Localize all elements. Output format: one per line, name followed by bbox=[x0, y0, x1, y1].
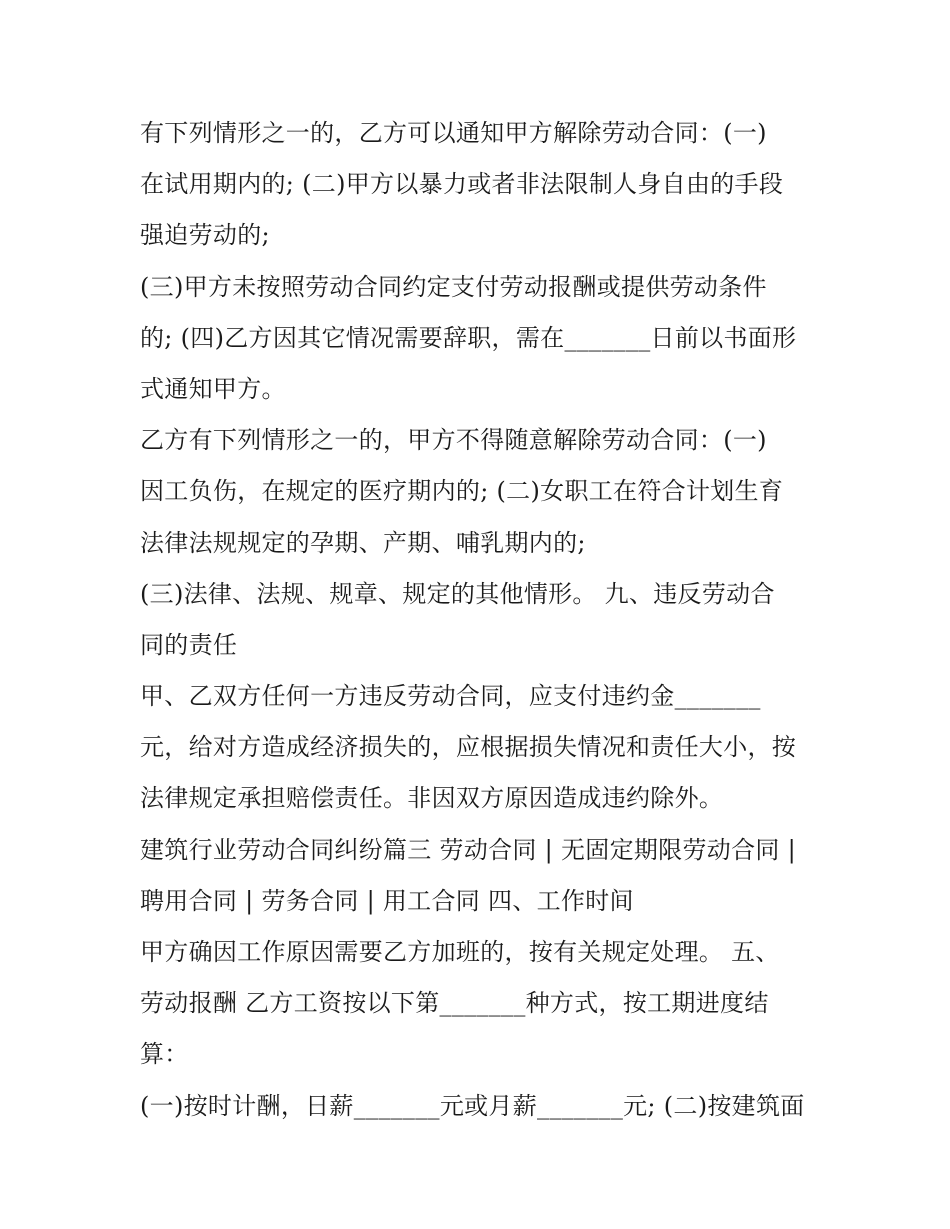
text-line: 在试用期内的; (二)甲方以暴力或者非法限制人身自由的手段 bbox=[140, 170, 784, 199]
text-line: 劳动报酬 乙方工资按以下第_______种方式，按工期进度结 bbox=[140, 989, 769, 1018]
text-line: 同的责任 bbox=[140, 630, 238, 659]
text-line: 法律规定承担赔偿责任。非因双方原因造成违约除外。 bbox=[140, 784, 724, 813]
text-line: 算： bbox=[140, 1040, 189, 1069]
text-line: 的; (四)乙方因其它情况需要辞职，需在_______日前以书面形 bbox=[140, 323, 797, 352]
text-line: (三)甲方未按照劳动合同约定支付劳动报酬或提供劳动条件 bbox=[140, 272, 767, 301]
text-line: 聘用合同 | 劳务合同 | 用工合同 四、工作时间 bbox=[140, 886, 634, 915]
text-line: 式通知甲方。 bbox=[140, 374, 286, 403]
text-line: 法律法规规定的孕期、产期、哺乳期内的; bbox=[140, 528, 586, 557]
text-line: 建筑行业劳动合同纠纷篇三 劳动合同 | 无固定期限劳动合同 | bbox=[140, 835, 796, 864]
text-line: 因工负伤，在规定的医疗期内的; (二)女职工在符合计划生育 bbox=[140, 477, 784, 506]
text-line: 强迫劳动的; bbox=[140, 221, 270, 250]
document-body bbox=[140, 108, 830, 1132]
text-line: (一)按时计酬，日薪_______元或月薪_______元; (二)按建筑面 bbox=[140, 1091, 805, 1120]
text-line: 元，给对方造成经济损失的，应根据损失情况和责任大小，按 bbox=[140, 733, 797, 762]
text-line: 甲方确因工作原因需要乙方加班的，按有关规定处理。 五、 bbox=[140, 938, 780, 966]
text-line: 甲、乙双方任何一方违反劳动合同，应支付违约金_______ bbox=[140, 682, 761, 711]
text-line: (三)法律、法规、规章、规定的其他情形。 九、违反劳动合 bbox=[140, 579, 775, 608]
text-line: 有下列情形之一的，乙方可以通知甲方解除劳动合同：(一) bbox=[140, 119, 767, 147]
text-line: 乙方有下列情形之一的，甲方不得随意解除劳动合同：(一) bbox=[140, 426, 767, 455]
